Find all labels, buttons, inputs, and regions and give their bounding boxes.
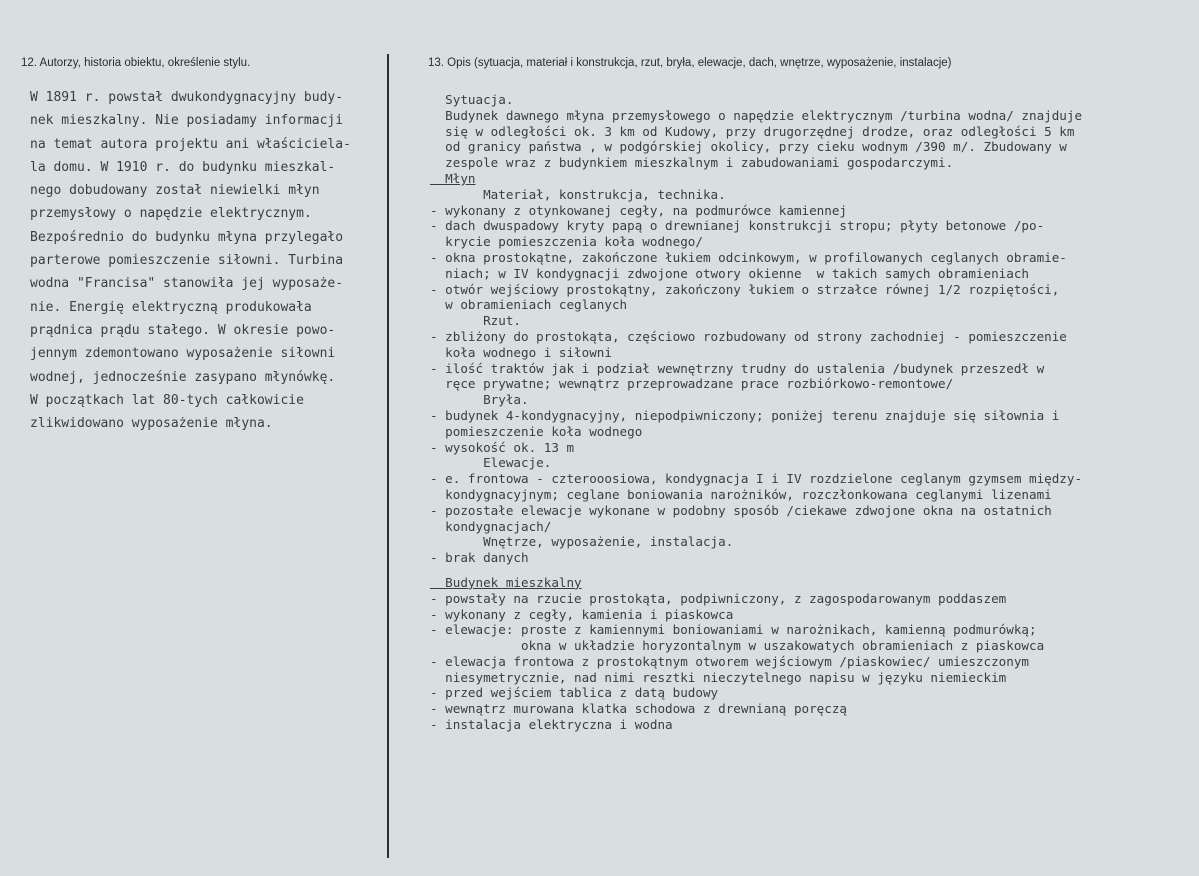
description-line: - wewnątrz murowana klatka schodowa z drewnianą poręczą (430, 701, 848, 717)
history-line: wodna "Francisa" stanowiła jej wyposaże- (30, 276, 344, 292)
history-line: prądnica prądu stałego. W okresie powo- (30, 322, 336, 338)
description-line: - powstały na rzucie prostokąta, podpiwniczony, z zagospodarowanym poddaszem (430, 590, 1007, 606)
history-line: W 1891 r. powstał dwukondygnacyjny budy- (30, 90, 344, 105)
description-line: niesymetrycznie, nad nimi resztki nieczytelnego napisu w języku niemieckim (430, 669, 1007, 685)
description-line: w obramieniach ceglanych (430, 297, 628, 313)
description-line: - brak danych (430, 550, 529, 566)
description-line: Materiał, konstrukcja, technika. (430, 186, 726, 202)
description-line: - ilość traktów jak i podział wewnętrzny trudny do ustalenia /budynek przeszedł w (430, 360, 1045, 376)
description-line: zespole wraz z budynkiem mieszkalnym i zabudowaniami gospodarczymi. (430, 155, 954, 171)
description-line: - zbliżony do prostokąta, częściowo rozbudowany od strony zachodniej - pomieszczenie (430, 328, 1067, 344)
description-line: Budynek dawnego młyna przemysłowego o napędzie elektrycznym /turbina wodna/ znajduje (430, 107, 1083, 123)
description-line: Rzut. (430, 313, 521, 329)
description-line: od granicy państwa , w podgórskiej okolicy, przy cieku wodnym /390 m/. Zbudowany w (430, 139, 1067, 155)
description-line: Bryła. (430, 392, 529, 408)
column-divider (387, 54, 389, 858)
history-line: Bezpośrednio do budynku młyna przylegało (30, 229, 344, 245)
description-line: krycie pomieszczenia koła wodnego/ (430, 234, 703, 250)
description-line: - okna prostokątne, zakończone łukiem odcinkowym, w profilowanych ceglanych obramie- (430, 249, 1067, 265)
section-heading: Budynek mieszkalny (430, 574, 582, 590)
description-line: - dach dwuspadowy kryty papą o drewnianej konstrukcji stropu; płyty betonowe /po- (430, 218, 1045, 234)
description-line: - wykonany z otynkowanej cegły, na podmurówce kamiennej (430, 202, 848, 218)
description-line: - elewacja frontowa z prostokątnym otworem wejściowym /piaskowiec/ umieszczonym (430, 653, 1029, 669)
description-line: - otwór wejściowy prostokątny, zakończony łukiem o strzałce równej 1/2 rozpiętości, (430, 281, 1060, 297)
description-line (430, 566, 1190, 575)
description-line: niach; w IV kondygnacji zdwojone otwory okienne w takich samych obramieniach (430, 265, 1029, 281)
description-line: ręce prywatne; wewnątrz przeprowadzane prace rozbiórkowo-remontowe/ (430, 376, 954, 392)
history-line: W początkach lat 80-tych całkowicie (30, 392, 304, 408)
history-line: jennym zdemontowano wyposażenie siłowni (30, 346, 336, 362)
history-line: wodnej, jednocześnie zasypano młynówkę. (30, 369, 336, 385)
description-line: - instalacja elektryczna i wodna (430, 717, 673, 733)
history-text (30, 86, 380, 435)
description-line: koła wodnego i siłowni (430, 344, 612, 360)
history-line: na temat autora projektu ani właściciela- (30, 136, 351, 152)
section-12-header: 12. Autorzy, historia obiektu, określenie stylu. (21, 57, 251, 69)
section-13-header: 13. Opis (sytuacja, materiał i konstrukcja, rzut, bryła, elewacje, dach, wnętrze, wyposażenie, instalacje) (428, 57, 952, 69)
history-line: zlikwidowano wyposażenie młyna. (30, 416, 273, 432)
section-heading: Młyn (430, 170, 476, 186)
history-line: nek mieszkalny. Nie posiadamy informacji (30, 113, 344, 129)
description-line: - wykonany z cegły, kamienia i piaskowca (430, 606, 734, 622)
history-line: nie. Energię elektryczną produkowała (30, 299, 312, 315)
description-line: Sytuacja. (430, 92, 514, 107)
history-line: la domu. W 1910 r. do budynku mieszkal- (30, 159, 336, 175)
description-line: - elewacje: proste z kamiennymi boniowaniami w narożnikach, kamienną podmurówką; (430, 622, 1037, 638)
description-line: - przed wejściem tablica z datą budowy (430, 685, 719, 701)
description-line: okna w układzie horyzontalnym w uszakowatych obramieniach z piaskowca (430, 638, 1045, 654)
description-line: - wysokość ok. 13 m (430, 439, 575, 455)
description-line: - e. frontowa - czterooosiowa, kondygnacja I i IV rozdzielone ceglanym gzymsem między- (430, 471, 1083, 487)
history-line: przemysłowy o napędzie elektrycznym. (30, 206, 312, 222)
history-line: nego dobudowany został niewielki młyn (30, 183, 320, 199)
description-text (430, 92, 1190, 733)
description-line: pomieszczenie koła wodnego (430, 423, 643, 439)
description-line: - pozostałe elewacje wykonane w podobny sposób /ciekawe zdwojone okna na ostatnich (430, 502, 1052, 518)
description-line: Elewacje. (430, 455, 552, 471)
history-line: parterowe pomieszczenie siłowni. Turbina (30, 253, 344, 269)
description-line: Wnętrze, wyposażenie, instalacja. (430, 534, 734, 550)
description-line: - budynek 4-kondygnacyjny, niepodpiwniczony; poniżej terenu znajduje się siłownia i (430, 407, 1060, 423)
description-line: kondygnacjach/ (430, 518, 552, 534)
description-line: się w odległości ok. 3 km od Kudowy, przy drugorzędnej drodze, oraz odległości 5 km (430, 123, 1075, 139)
description-line: kondygnacyjnym; ceglane boniowania narożników, rozczłonkowana ceglanymi lizenami (430, 486, 1052, 502)
